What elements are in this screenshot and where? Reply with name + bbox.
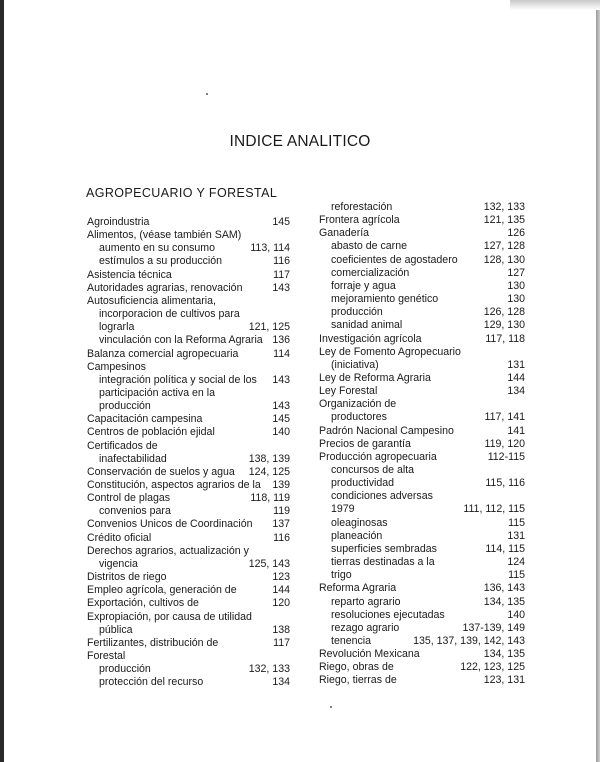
index-entry <box>87 242 290 255</box>
index-entry-pages: 130 <box>507 279 525 292</box>
index-entry-term: convenios para <box>99 505 171 518</box>
index-entry <box>319 674 525 687</box>
section-heading: AGROPECUARIO Y FORESTAL <box>86 186 278 200</box>
index-entry <box>319 319 525 332</box>
index-entry <box>319 359 525 372</box>
index-entry <box>87 663 290 676</box>
index-entry-term: tierras destinadas a la <box>331 556 435 569</box>
scan-speck <box>330 706 332 708</box>
index-entry <box>319 254 525 267</box>
index-entry-pages: 124, 125 <box>248 465 290 478</box>
index-entry-term: Exportación, cultivos de <box>87 597 199 610</box>
index-entry <box>87 334 290 347</box>
index-entry-term: inafectabilidad <box>99 452 167 465</box>
index-entry-pages: 124 <box>507 556 525 569</box>
index-entry-pages: 132, 133 <box>483 201 525 213</box>
index-entry-pages: 132, 133 <box>248 663 290 676</box>
index-entry-term: 1979 <box>331 503 355 516</box>
index-entry-pages: 116 <box>273 255 290 268</box>
index-entry-term: Derechos agrarios, actualización y <box>87 544 249 557</box>
index-entry <box>87 295 290 308</box>
index-entry-pages: 117 <box>273 636 290 649</box>
index-entry-pages: 131 <box>507 358 525 371</box>
index-entry-term: Certificados de <box>87 439 158 452</box>
index-entry-term: lograrla <box>99 321 135 334</box>
index-entry-term: Producción agropecuaria <box>319 450 437 463</box>
index-entry-pages: 143 <box>272 400 290 413</box>
index-entry-pages: 136 <box>272 334 290 347</box>
index-entry <box>87 426 290 439</box>
index-entry <box>87 269 290 282</box>
index-entry-term: productores <box>331 411 387 424</box>
index-entry-pages: 137-139, 149 <box>462 621 525 634</box>
index-entry-term: reparto agrario <box>331 595 401 608</box>
index-entry <box>87 545 290 558</box>
index-entry <box>319 517 525 530</box>
index-entry-term: Ley Forestal <box>319 385 378 398</box>
index-entry <box>87 505 290 518</box>
index-entry-term: comercialización <box>331 266 410 279</box>
index-entry <box>87 308 290 321</box>
index-entry-term: estímulos a su producción <box>99 255 223 268</box>
index-entry <box>319 503 525 516</box>
index-entry-pages: 136, 143 <box>483 582 525 595</box>
index-entry-term: condiciones adversas <box>331 490 433 503</box>
index-entry <box>319 556 525 569</box>
index-entry <box>87 466 290 479</box>
index-entry-pages: 121, 125 <box>248 321 290 334</box>
index-entry <box>319 451 525 464</box>
index-entry-term: (iniciativa) <box>331 358 379 371</box>
index-entry-pages: 143 <box>272 281 290 294</box>
index-entry-term: Ganadería <box>319 227 370 240</box>
index-entry-term: pública <box>99 623 133 636</box>
index-entry-pages: 144 <box>507 371 525 384</box>
index-entry-pages: 123, 131 <box>483 674 525 687</box>
index-entry-term: protección del recurso <box>99 676 204 689</box>
index-entry-term: aumento en su consumo <box>99 242 216 255</box>
index-entry-term: participación activa en la <box>99 386 216 399</box>
index-entry-term: Convenios Unicos de Coordinación <box>87 518 253 531</box>
scan-speck <box>206 93 208 95</box>
index-entry-pages: 131 <box>507 529 525 542</box>
index-entry-term: Empleo agrícola, generación de <box>87 584 237 597</box>
index-entry <box>87 624 290 637</box>
index-entry-term: Organización de <box>319 398 397 411</box>
index-entry-term: Asistencia técnica <box>87 268 172 281</box>
index-entry-term: Centros de población ejidal <box>87 426 215 439</box>
index-entry-term: Capacitación campesina <box>87 413 203 426</box>
index-entry <box>319 530 525 543</box>
index-entry-term: coeficientes de agostadero <box>331 253 458 266</box>
index-entry <box>87 361 290 374</box>
index-entry-term: Conservación de suelos y agua <box>87 465 235 478</box>
index-entry-term: trigo <box>331 569 352 582</box>
index-entry <box>319 385 525 398</box>
index-entry-pages: 135, 137, 139, 142, 143 <box>413 634 525 647</box>
index-entry <box>319 622 525 635</box>
index-entry-term: resoluciones ejecutadas <box>331 608 445 621</box>
index-entry-term: Balanza comercial agropecuaria <box>87 347 239 360</box>
index-entry <box>319 609 525 622</box>
index-entry-pages: 130 <box>507 293 525 306</box>
index-entry <box>87 229 290 242</box>
index-entry-term: Frontera agrícola <box>319 214 400 227</box>
index-entry <box>319 490 525 503</box>
index-entry <box>319 596 525 609</box>
index-entry-pages: 128, 130 <box>483 253 525 266</box>
index-entry <box>87 374 290 387</box>
index-entry-term: producción <box>331 306 383 319</box>
index-entry-term: vigencia <box>99 557 138 570</box>
index-entry-term: Alimentos, (véase también SAM) <box>87 229 242 242</box>
index-entry <box>87 571 290 584</box>
index-entry <box>87 348 290 361</box>
index-entry-pages: 114 <box>273 347 290 360</box>
index-entry-term: Crédito oficial <box>87 531 152 544</box>
index-entry-pages: 120 <box>272 597 290 610</box>
index-entry-pages: 111, 112, 115 <box>463 503 525 516</box>
page-title: INDICE ANALITICO <box>229 133 371 150</box>
index-entry-term: productividad <box>331 477 395 490</box>
index-entry <box>87 479 290 492</box>
index-entry-pages: 119 <box>273 505 290 518</box>
index-entry <box>87 492 290 505</box>
index-entry <box>87 676 290 689</box>
index-entry <box>319 398 525 411</box>
index-entry-term: tenencia <box>331 634 372 647</box>
index-entry-term: integración política y social de los <box>99 373 257 386</box>
index-entry <box>319 582 525 595</box>
index-entry <box>87 532 290 545</box>
index-entry-pages: 134 <box>272 676 290 689</box>
index-entry-term: Ley de Reforma Agraria <box>319 371 431 384</box>
index-entry-pages: 117, 118 <box>485 332 525 345</box>
index-entry-pages: 143 <box>272 373 290 386</box>
index-entry <box>319 648 525 661</box>
index-entry-pages: 138, 139 <box>248 452 290 465</box>
index-entry-pages: 145 <box>272 216 290 228</box>
index-entry <box>319 661 525 674</box>
index-entry-term: mejoramiento genético <box>331 293 439 306</box>
page-left-edge-shadow <box>0 0 4 762</box>
index-entry-pages: 113, 114 <box>250 242 290 255</box>
index-entry-term: incorporacion de cultivos para <box>99 308 240 321</box>
page-right-edge-shadow <box>596 0 600 762</box>
index-entry-term: Fertilizantes, distribución de <box>87 636 219 649</box>
index-entry <box>319 333 525 346</box>
page-corner-shadow <box>510 0 600 10</box>
index-entry-pages: 140 <box>507 608 525 621</box>
index-entry-pages: 117 <box>273 268 290 281</box>
index-entry <box>319 635 525 648</box>
index-entry <box>319 477 525 490</box>
index-entry <box>319 293 525 306</box>
index-entry-term: Padrón Nacional Campesino <box>319 424 454 437</box>
index-entry-term: Campesinos <box>87 360 146 373</box>
index-entry-pages: 115 <box>508 516 525 529</box>
index-entry <box>87 650 290 663</box>
index-entry-term: reforestación <box>331 201 393 213</box>
index-entry-term: Investigación agrícola <box>319 332 422 345</box>
index-entry <box>319 372 525 385</box>
index-entry <box>319 438 525 451</box>
index-entry-pages: 127, 128 <box>483 240 525 253</box>
index-entry <box>87 282 290 295</box>
index-entry-term: planeación <box>331 529 383 542</box>
index-entry <box>319 227 525 240</box>
index-entry-term: concursos de alta <box>331 464 415 476</box>
index-entry-pages: 138 <box>272 623 290 636</box>
index-entry <box>87 637 290 650</box>
index-entry-term: Revolución Mexicana <box>319 648 420 661</box>
index-entry <box>319 425 525 438</box>
index-entry-term: abasto de carne <box>331 240 407 253</box>
index-entry <box>87 453 290 466</box>
index-entry <box>87 611 290 624</box>
index-entry <box>87 440 290 453</box>
index-entry-pages: 145 <box>272 413 290 426</box>
index-entry-term: Precios de garantía <box>319 437 411 450</box>
index-entry <box>319 464 525 477</box>
index-entry-term: Distritos de riego <box>87 571 167 584</box>
index-entry <box>87 518 290 531</box>
index-entry-term: producción <box>99 663 151 676</box>
index-entry <box>87 400 290 413</box>
index-entry-pages: 118, 119 <box>250 492 290 505</box>
index-entry <box>319 201 525 214</box>
index-entry-pages: 123 <box>272 571 290 584</box>
index-entry-pages: 116 <box>273 531 290 544</box>
index-entry <box>319 240 525 253</box>
index-entry <box>319 411 525 424</box>
index-entry-term: Forestal <box>87 649 126 662</box>
index-entry-pages: 112-115 <box>487 450 525 463</box>
index-entry <box>87 584 290 597</box>
index-entry <box>87 321 290 334</box>
index-entry <box>319 306 525 319</box>
index-entry-pages: 126 <box>507 227 525 240</box>
index-entry-term: Control de plagas <box>87 492 171 505</box>
index-entry-pages: 126, 128 <box>483 306 525 319</box>
index-entry-term: Riego, obras de <box>319 661 394 674</box>
index-entry-pages: 122, 123, 125 <box>460 661 525 674</box>
index-entry-term: superficies sembradas <box>331 542 437 555</box>
index-entry <box>319 543 525 556</box>
index-entry-pages: 137 <box>272 518 290 531</box>
index-entry-pages: 114, 115 <box>485 542 525 555</box>
index-entry-pages: 115 <box>508 569 525 582</box>
index-entry <box>87 387 290 400</box>
index-entry-pages: 141 <box>507 424 525 437</box>
index-entry-pages: 127 <box>507 266 525 279</box>
index-entry-term: Constitución, aspectos agrarios de la <box>87 479 261 491</box>
index-entry-term: Autoridades agrarias, renovación <box>87 281 243 294</box>
index-entry <box>87 558 290 571</box>
index-entry <box>319 280 525 293</box>
index-entry-term: Expropiación, por causa de utilidad <box>87 610 252 623</box>
index-entry-term: Autosuficiencia alimentaria, <box>87 294 216 307</box>
index-entry-term: rezago agrario <box>331 621 400 634</box>
index-entry-term: Riego, tierras de <box>319 674 397 687</box>
index-entry-term: sanidad animal <box>331 319 403 332</box>
index-entry <box>319 214 525 227</box>
index-entry <box>87 413 290 426</box>
index-entry-term: vinculación con la Reforma Agraria <box>99 334 263 347</box>
index-entry-pages: 134, 135 <box>483 648 525 661</box>
index-entry <box>319 267 525 280</box>
index-entry-term: Ley de Fomento Agropecuario <box>319 345 461 358</box>
index-entry-term: oleaginosas <box>331 516 388 529</box>
index-entry-pages: 134 <box>507 385 525 398</box>
index-entry-pages: 121, 135 <box>483 214 525 227</box>
index-entry-term: Agroindustria <box>87 216 150 228</box>
index-entry-pages: 144 <box>272 584 290 597</box>
index-entry <box>87 597 290 610</box>
index-entry <box>319 346 525 359</box>
index-entry-pages: 134, 135 <box>483 595 525 608</box>
index-entry-pages: 129, 130 <box>483 319 525 332</box>
index-entry-pages: 140 <box>272 426 290 439</box>
index-entry <box>87 255 290 268</box>
index-entry-pages: 139 <box>272 479 290 491</box>
index-entry-term: Reforma Agraria <box>319 582 397 595</box>
index-entry-term: producción <box>99 400 151 413</box>
index-entry-pages: 125, 143 <box>248 557 290 570</box>
index-entry <box>87 216 290 229</box>
index-entry-pages: 115, 116 <box>485 477 525 490</box>
index-entry-pages: 117, 141 <box>484 411 525 424</box>
index-entry-pages: 119, 120 <box>484 437 525 450</box>
index-entry <box>319 569 525 582</box>
index-entry-term: forraje y agua <box>331 279 396 292</box>
